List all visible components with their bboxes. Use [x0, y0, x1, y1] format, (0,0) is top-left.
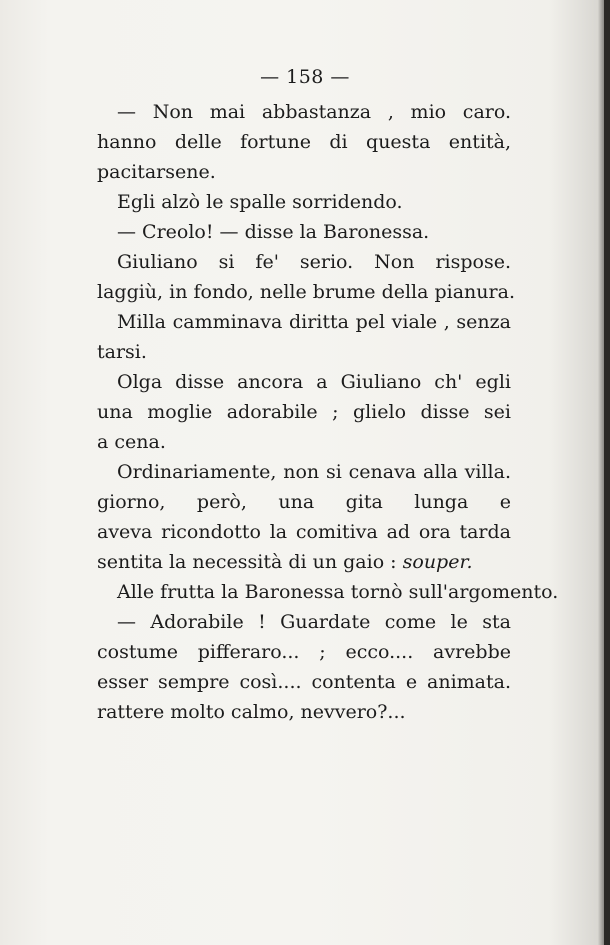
text-line — [97, 247, 511, 277]
text-line-content: aveva ricondotto la comitiva ad ora tarda — [97, 521, 511, 543]
text-line-content: hanno delle fortune di questa entità, — [97, 131, 511, 153]
text-line-content: esser sempre così.... contenta e animata. — [97, 671, 511, 693]
text-line — [97, 637, 511, 667]
text-line — [97, 97, 511, 127]
text-line-content: rattere molto calmo, nevvero?... — [97, 701, 406, 723]
text-line — [97, 547, 511, 577]
text-line-content: una moglie adorabile ; glielo disse sei — [97, 401, 511, 423]
text-line — [97, 217, 511, 247]
text-line — [97, 277, 515, 307]
text-line-content: laggiù, in fondo, nelle brume della pianura. — [97, 281, 515, 303]
text-line-content: giorno, però, una gita lunga e — [97, 491, 511, 513]
text-line-content: — Adorabile ! Guardate come le sta — [117, 611, 511, 633]
body-text — [97, 97, 559, 727]
text-line — [97, 457, 511, 487]
text-line — [97, 367, 511, 397]
page-edge-shadow — [604, 0, 610, 945]
text-line — [97, 697, 511, 727]
text-line-content: Olga disse ancora a Giuliano ch' egli — [117, 371, 511, 393]
text-line — [97, 127, 511, 157]
text-line-content: Milla camminava diritta pel viale , senza — [117, 311, 511, 333]
text-line-content: — Creolo! — disse la Baronessa. — [117, 221, 430, 243]
text-line-content: sentita la necessità di un gaio : — [97, 551, 403, 573]
text-line — [97, 517, 511, 547]
text-line — [97, 397, 511, 427]
text-line-content: Ordinariamente, non si cenava alla villa. — [117, 461, 511, 483]
text-line — [97, 667, 511, 697]
text-line — [97, 427, 511, 457]
text-line — [97, 337, 511, 367]
text-line-content: costume pifferaro... ; ecco.... avrebbe — [97, 641, 511, 663]
text-line-content: pacitarsene. — [97, 161, 216, 183]
text-line-content: tarsi. — [97, 341, 147, 363]
page-number: — 158 — — [260, 66, 350, 88]
text-line-content: — Non mai abbastanza , mio caro. — [117, 101, 511, 123]
text-line-content: Egli alzò le spalle sorridendo. — [117, 191, 403, 213]
text-line — [97, 157, 511, 187]
italic-word: souper. — [402, 551, 473, 573]
text-line-content: Alle frutta la Baronessa tornò sull'argomento. — [117, 581, 559, 603]
text-line — [97, 577, 559, 607]
text-line — [97, 307, 511, 337]
text-line — [97, 187, 511, 217]
text-line — [97, 607, 511, 637]
text-line-content: a cena. — [97, 431, 166, 453]
text-line-content: Giuliano si fe' serio. Non rispose. — [117, 251, 511, 273]
text-line — [97, 487, 511, 517]
